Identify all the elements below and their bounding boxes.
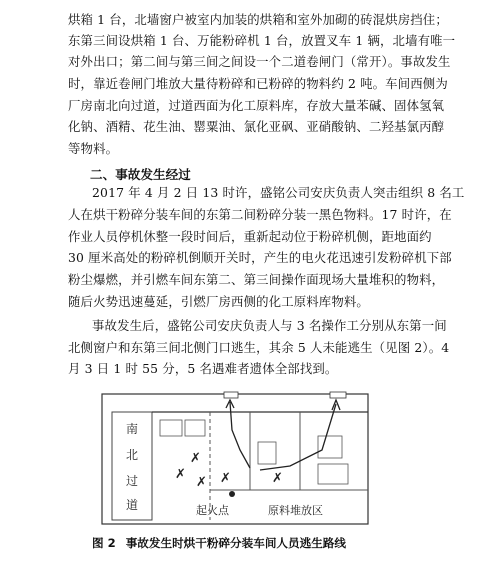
storage-area-label: 原料堆放区 (268, 504, 323, 517)
paragraph-line: 月 3 日 1 时 55 分，5 名遇难者遗体全部找到。 (68, 361, 338, 376)
person-icon: ✗ (272, 471, 283, 486)
paragraph-line: 30 厘米高处的粉碎机倒顺开关时，产生的电火花迅速引发粉碎机下部 (68, 250, 452, 265)
passage-label-pass: 过 (126, 474, 139, 488)
paragraph-line: 作业人员停机休整一段时间后，重新起动位于粉碎机侧，距地面约 (68, 229, 432, 244)
passage-label-road: 道 (126, 498, 139, 512)
paragraph-line: 东第三间设烘箱 1 台、万能粉碎机 1 台，放置叉车 1 辆，北墙有唯一 (68, 33, 456, 48)
building-outline (102, 394, 368, 524)
paragraph-line: 人在烘干粉碎分装车间的东第二间粉碎分装一黑色物料。17 时许，在 (68, 207, 452, 222)
passage-label-north: 北 (126, 448, 139, 462)
person-icon: ✗ (196, 475, 207, 490)
crusher-box (258, 442, 276, 464)
person-icon: ✗ (220, 471, 231, 486)
paragraph-line: 2017 年 4 月 2 日 13 时许，盛铭公司安庆负责人突击组织 8 名工 (92, 185, 465, 200)
paragraph-line: 北侧窗户和东第三间北侧门口逃生，其余 5 人未能逃生（见图 2）。4 (68, 340, 450, 355)
fire-origin-icon (229, 491, 235, 497)
floor-plan-drawing (100, 390, 370, 527)
paragraph-line: 化钠、酒精、花生油、罂粟油、氯化亚砜、亚硝酸钠、二羟基氯丙醇 (68, 119, 445, 134)
paragraph-line: 随后火势迅速蔓延，引燃厂房西侧的化工原料库物料。 (68, 294, 369, 309)
oven-box (185, 420, 205, 436)
paragraph-line: 厂房南北向过道，过道西面为化工原料库，存放大量苯碱、固体氢氧 (68, 98, 445, 113)
paragraph-line: 时，靠近卷闸门堆放大量待粉碎和已粉碎的物料约 2 吨。车间西侧为 (68, 76, 448, 91)
person-icon: ✗ (190, 451, 201, 466)
paragraph-line: 事故发生后，盛铭公司安庆负责人与 3 名操作工分别从东第一间 (92, 318, 447, 333)
figure-number: 图 2 (92, 536, 116, 550)
escape-route-floor-plan (100, 390, 370, 527)
oven-box (318, 436, 342, 458)
fire-origin-label: 起火点 (196, 504, 229, 517)
escape-route-line (260, 404, 336, 470)
paragraph-line: 粉尘爆燃，并引燃车间东第二、第三间操作面现场大量堆积的物料， (68, 272, 445, 287)
figure-caption (92, 535, 356, 551)
paragraph-line: 对外出口；第二间与第三间之间设一个二道卷闸门（常开）。事故发生 (68, 54, 451, 69)
section-heading: 二、事故发生经过 (90, 167, 191, 182)
figure-caption-text: 事故发生时烘干粉碎分装车间人员逃生路线 (125, 536, 346, 550)
oven-box (160, 420, 182, 436)
north-window (224, 392, 238, 398)
passage-label-south: 南 (126, 422, 139, 436)
north-door (330, 392, 346, 398)
forklift-box (318, 464, 348, 484)
paragraph-line: 等物料。 (68, 141, 119, 156)
paragraph-line: 烘箱 1 台，北墙窗户被室内加装的烘箱和室外加砌的砖混烘房挡住； (68, 12, 448, 27)
person-icon: ✗ (175, 467, 186, 482)
